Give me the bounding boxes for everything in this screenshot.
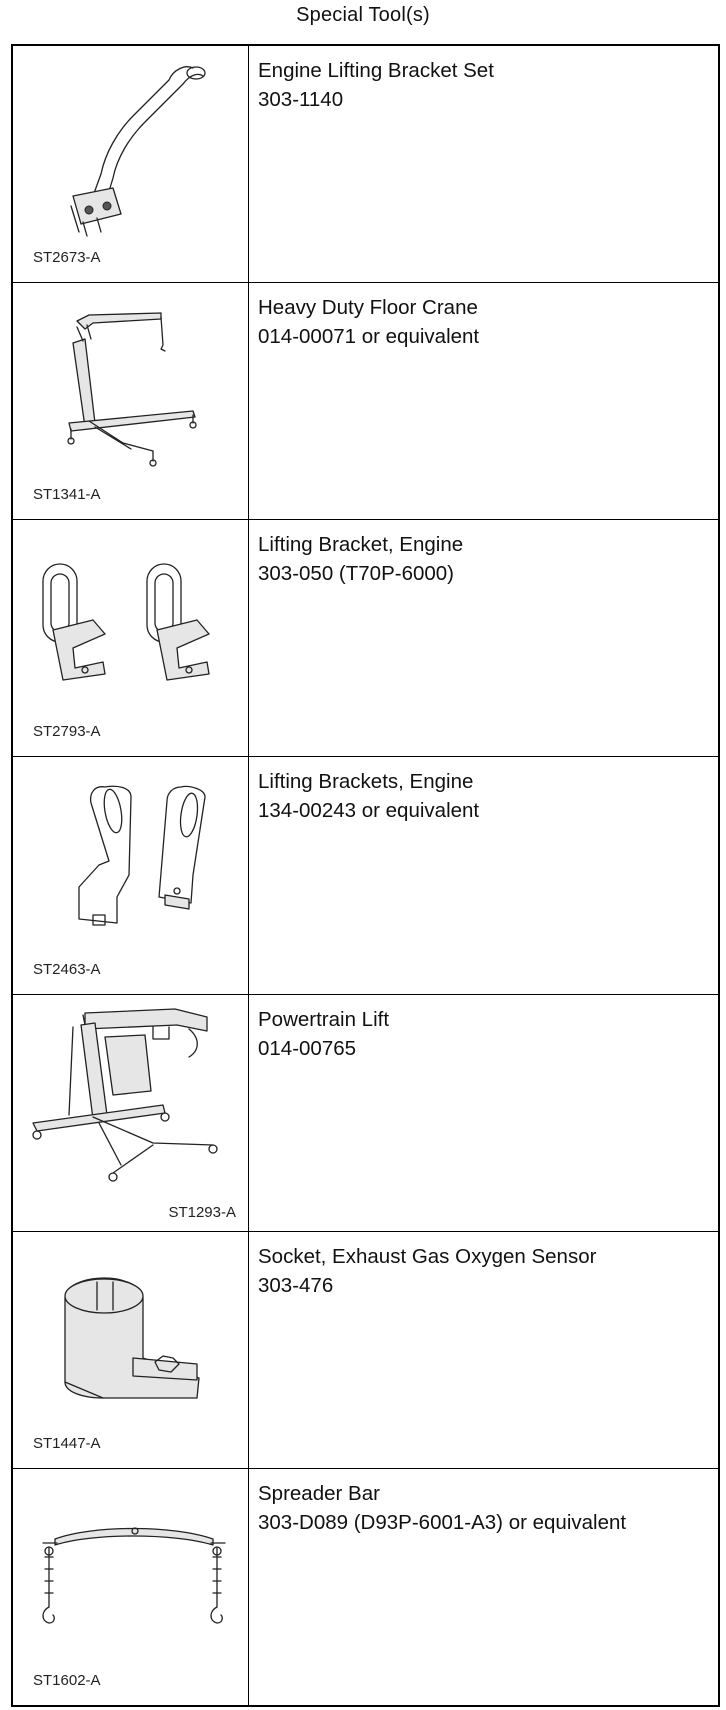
tool-text-cell bbox=[249, 1232, 718, 1468]
tool-st-code: ST2673-A bbox=[33, 249, 101, 267]
tool-name: Engine Lifting Bracket Set bbox=[258, 59, 494, 82]
tool-text-cell bbox=[249, 520, 718, 756]
tool-image-cell bbox=[13, 757, 249, 993]
tool-text-cell bbox=[249, 283, 718, 519]
tool-row bbox=[13, 46, 718, 283]
lifting-brackets-illustration bbox=[13, 757, 249, 957]
tool-image-cell bbox=[13, 1232, 249, 1468]
tool-image-cell bbox=[13, 283, 249, 519]
tool-number: 014-00071 or equivalent bbox=[258, 325, 480, 349]
tool-text-cell bbox=[249, 1469, 718, 1705]
tool-st-code: ST2793-A bbox=[33, 723, 101, 741]
tool-st-code: ST2463-A bbox=[33, 960, 101, 978]
tool-text-cell bbox=[249, 757, 718, 993]
tool-image-cell bbox=[13, 1469, 249, 1705]
oxygen-sensor-socket-illustration bbox=[13, 1232, 249, 1432]
tool-number: 303-476 bbox=[258, 1273, 334, 1297]
tool-name: Lifting Brackets, Engine bbox=[258, 770, 474, 794]
tool-name: Spreader Bar bbox=[258, 1481, 380, 1505]
tool-name: Socket, Exhaust Gas Oxygen Sensor bbox=[258, 1244, 597, 1268]
tool-st-code: ST1447-A bbox=[33, 1434, 101, 1452]
tool-text-cell bbox=[249, 995, 718, 1231]
tool-number: 303-D089 (D93P-6001-A3) or equivalent bbox=[258, 1510, 627, 1534]
page-title: Special Tool(s) bbox=[296, 4, 430, 26]
tool-st-code: ST1602-A bbox=[33, 1671, 101, 1689]
tool-number: 014-00765 bbox=[258, 1036, 357, 1060]
powertrain-lift-illustration bbox=[13, 995, 249, 1195]
tool-name: Powertrain Lift bbox=[258, 1007, 390, 1031]
tool-number: 303-1140 bbox=[258, 88, 344, 111]
floor-crane-illustration bbox=[13, 283, 249, 483]
tool-image-cell bbox=[13, 46, 249, 282]
lifting-bracket-pair-illustration bbox=[13, 520, 249, 720]
tool-row bbox=[13, 283, 718, 520]
tool-image-cell bbox=[13, 520, 249, 756]
tool-row bbox=[13, 520, 718, 757]
tool-number: 303-050 (T70P-6000) bbox=[258, 562, 455, 586]
tool-row bbox=[13, 757, 718, 994]
engine-lifting-bracket-set-illustration bbox=[13, 46, 249, 246]
tool-name: Lifting Bracket, Engine bbox=[258, 533, 464, 557]
spreader-bar-illustration bbox=[13, 1469, 249, 1669]
tool-st-code: ST1341-A bbox=[33, 486, 101, 504]
tool-number: 134-00243 or equivalent bbox=[258, 799, 480, 823]
tool-image-cell bbox=[13, 995, 249, 1231]
special-tools-table bbox=[11, 44, 720, 1707]
tool-st-code: ST1293-A bbox=[168, 1203, 236, 1221]
tool-row bbox=[13, 1469, 718, 1705]
tool-text-cell bbox=[249, 46, 718, 282]
tool-row bbox=[13, 1232, 718, 1469]
tool-name: Heavy Duty Floor Crane bbox=[258, 296, 478, 320]
tool-row bbox=[13, 995, 718, 1232]
